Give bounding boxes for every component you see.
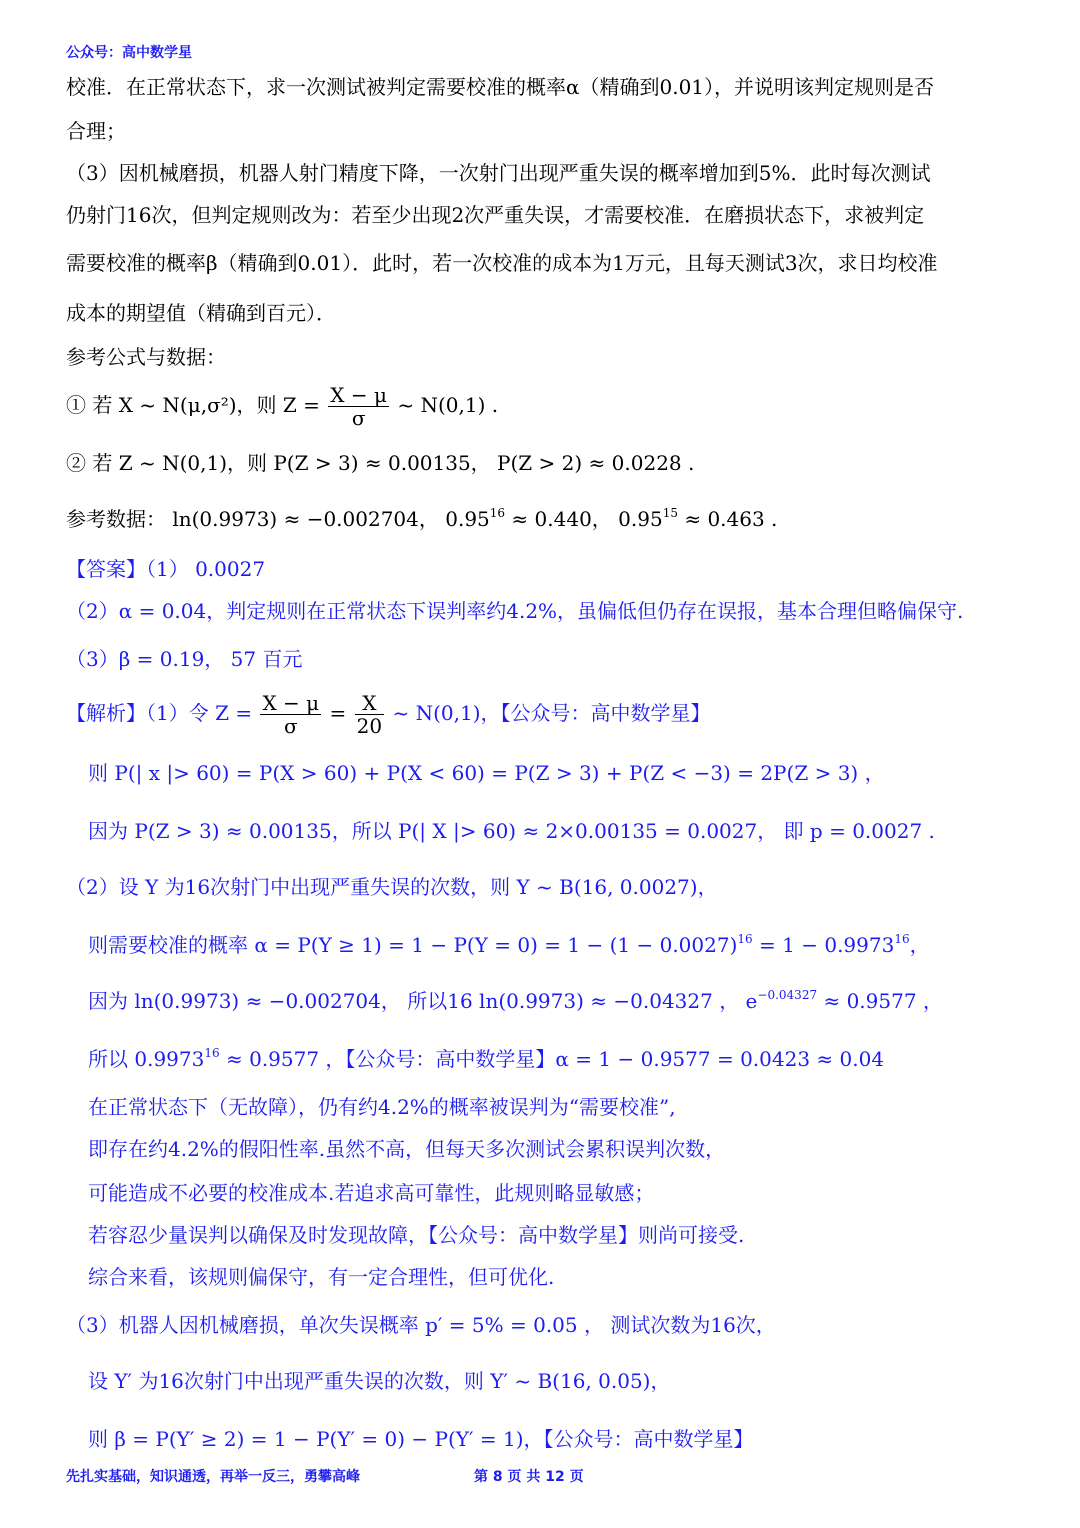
question-part3-line-2: 仍射门16次，但判定规则改为：若至少出现2次严重失误，才需要校准．在磨损状态下，求被判定 bbox=[66, 203, 925, 227]
answer-2: （2）α = 0.04，判定规则在正常状态下误判率约4.2%，虽偏低但仍存在误报，基本合理但略偏保守. bbox=[66, 599, 964, 623]
solution-line-2: 则 P(| x |> 60) = P(X > 60) + P(X < 60) = P(Z > 3) + P(Z < −3) = 2P(Z > 3) ， bbox=[88, 761, 885, 785]
formula-1-fraction bbox=[328, 384, 389, 429]
solution-text: = 1 − 0.9973 bbox=[752, 933, 895, 957]
solution-line-14: 设 Y′ 为16次射门中出现严重失误的次数，则 Y′ ~ B(16, 0.05)， bbox=[88, 1369, 671, 1393]
solution-line-7 bbox=[88, 1044, 884, 1074]
formula-1-suffix: ~ N(0,1) . bbox=[397, 393, 499, 417]
reference-formula-1 bbox=[66, 382, 498, 429]
exponent: 16 bbox=[489, 506, 506, 520]
exponent: 16 bbox=[737, 932, 753, 946]
solution-text: ≈ 0.9577 ，【公众号：高中数学星】α = 1 − 0.9577 = 0.0423 ≈ 0.04 bbox=[219, 1047, 885, 1071]
solution-line-13: （3）机器人因机械磨损，单次失误概率 p′ = 5% = 0.05 ， 测试次数为16次， bbox=[66, 1313, 776, 1337]
solution-text: 所以 0.9973 bbox=[88, 1047, 205, 1071]
solution-1-suffix: ~ N(0,1)，【公众号：高中数学星】 bbox=[392, 701, 711, 725]
exponent: 15 bbox=[662, 506, 678, 520]
fraction-numerator: X − μ bbox=[262, 691, 320, 715]
exponent: 16 bbox=[204, 1046, 220, 1060]
footer-motto: 先扎实基础，知识通透，再举一反三，勇攀高峰 bbox=[66, 1469, 360, 1485]
solution-line-3: 因为 P(Z > 3) ≈ 0.00135，所以 P(| X |> 60) ≈ 2×0.00135 = 0.0027， 即 p = 0.0027 . bbox=[88, 819, 935, 843]
solution-line-15: 则 β = P(Y′ ≥ 2) = 1 − P(Y′ = 0) − P(Y′ = 1)，【公众号：高中数学星】 bbox=[88, 1427, 754, 1451]
solution-1-prefix: 【解析】（1）令 Z = bbox=[66, 701, 253, 725]
reference-formula-2: ② 若 Z ~ N(0,1)，则 P(Z > 3) ≈ 0.00135， P(Z > 2) ≈ 0.0228 . bbox=[66, 451, 695, 475]
question-part3-line-4: 成本的期望值（精确到百元）． bbox=[66, 301, 336, 325]
solution-line-1 bbox=[66, 690, 711, 737]
solution-line-6 bbox=[88, 986, 943, 1016]
reference-title: 参考公式与数据： bbox=[66, 345, 226, 369]
ref-data-text: ≈ 0.440， 0.95 bbox=[505, 507, 663, 531]
solution-fraction-2 bbox=[355, 692, 384, 737]
solution-text: ， bbox=[909, 933, 930, 957]
solution-fraction-1 bbox=[260, 692, 321, 737]
answer-3: （3）β = 0.19， 57 百元 bbox=[66, 647, 303, 671]
solution-line-12: 综合来看，该规则偏保守，有一定合理性，但可优化. bbox=[88, 1265, 555, 1289]
equals-sign: = bbox=[329, 701, 347, 725]
exponent: 16 bbox=[894, 932, 910, 946]
solution-line-4: （2）设 Y 为16次射门中出现严重失误的次数，则 Y ~ B(16, 0.0027)， bbox=[66, 875, 718, 899]
fraction-numerator: X − μ bbox=[330, 383, 388, 407]
question-part3-line-3: 需要校准的概率β（精确到0.01）．此时，若一次校准的成本为1万元，且每天测试3次，求日均校准 bbox=[66, 251, 938, 275]
solution-line-8: 在正常状态下（无故障），仍有约4.2%的概率被误判为“需要校准”, bbox=[88, 1095, 676, 1119]
page-header: 公众号：高中数学星 bbox=[66, 45, 192, 61]
fraction-numerator: X bbox=[355, 692, 384, 715]
question-part3-line-1: （3）因机械磨损，机器人射门精度下降，一次射门出现严重失误的概率增加到5%．此时每次测试 bbox=[66, 161, 931, 185]
solution-line-9: 即存在约4.2%的假阳性率.虽然不高，但每天多次测试会累积误判次数， bbox=[88, 1137, 726, 1161]
reference-data bbox=[66, 504, 777, 534]
ref-data-text: 参考数据： ln(0.9973) ≈ −0.002704， 0.95 bbox=[66, 507, 490, 531]
ref-data-text: ≈ 0.463 . bbox=[677, 507, 778, 531]
solution-text: ≈ 0.9577 ， bbox=[817, 989, 943, 1013]
answer-1: 【答案】（1） 0.0027 bbox=[66, 557, 266, 581]
question-line-2: 合理； bbox=[66, 119, 126, 143]
fraction-denominator: 20 bbox=[356, 714, 383, 738]
solution-line-5 bbox=[88, 930, 930, 960]
formula-1-prefix: ① 若 X ~ N(μ,σ²)，则 Z = bbox=[66, 393, 320, 417]
solution-line-11: 若容忍少量误判以确保及时发现故障，【公众号：高中数学星】则尚可接受. bbox=[88, 1223, 745, 1247]
page-number: 第 8 页 共 12 页 bbox=[474, 1469, 584, 1485]
solution-line-10: 可能造成不必要的校准成本.若追求高可靠性，此规则略显敏感； bbox=[88, 1181, 655, 1205]
exponent: −0.04327 bbox=[757, 988, 818, 1002]
fraction-denominator: σ bbox=[351, 406, 366, 430]
fraction-denominator: σ bbox=[283, 714, 298, 738]
question-line-1: 校准．在正常状态下，求一次测试被判定需要校准的概率α（精确到0.01），并说明该判定规则是否 bbox=[66, 75, 935, 99]
solution-text: 则需要校准的概率 α = P(Y ≥ 1) = 1 − P(Y = 0) = 1 − (1 − 0.0027) bbox=[88, 933, 738, 957]
solution-text: 因为 ln(0.9973) ≈ −0.002704， 所以16 ln(0.9973) ≈ −0.04327 ， e bbox=[88, 989, 758, 1013]
